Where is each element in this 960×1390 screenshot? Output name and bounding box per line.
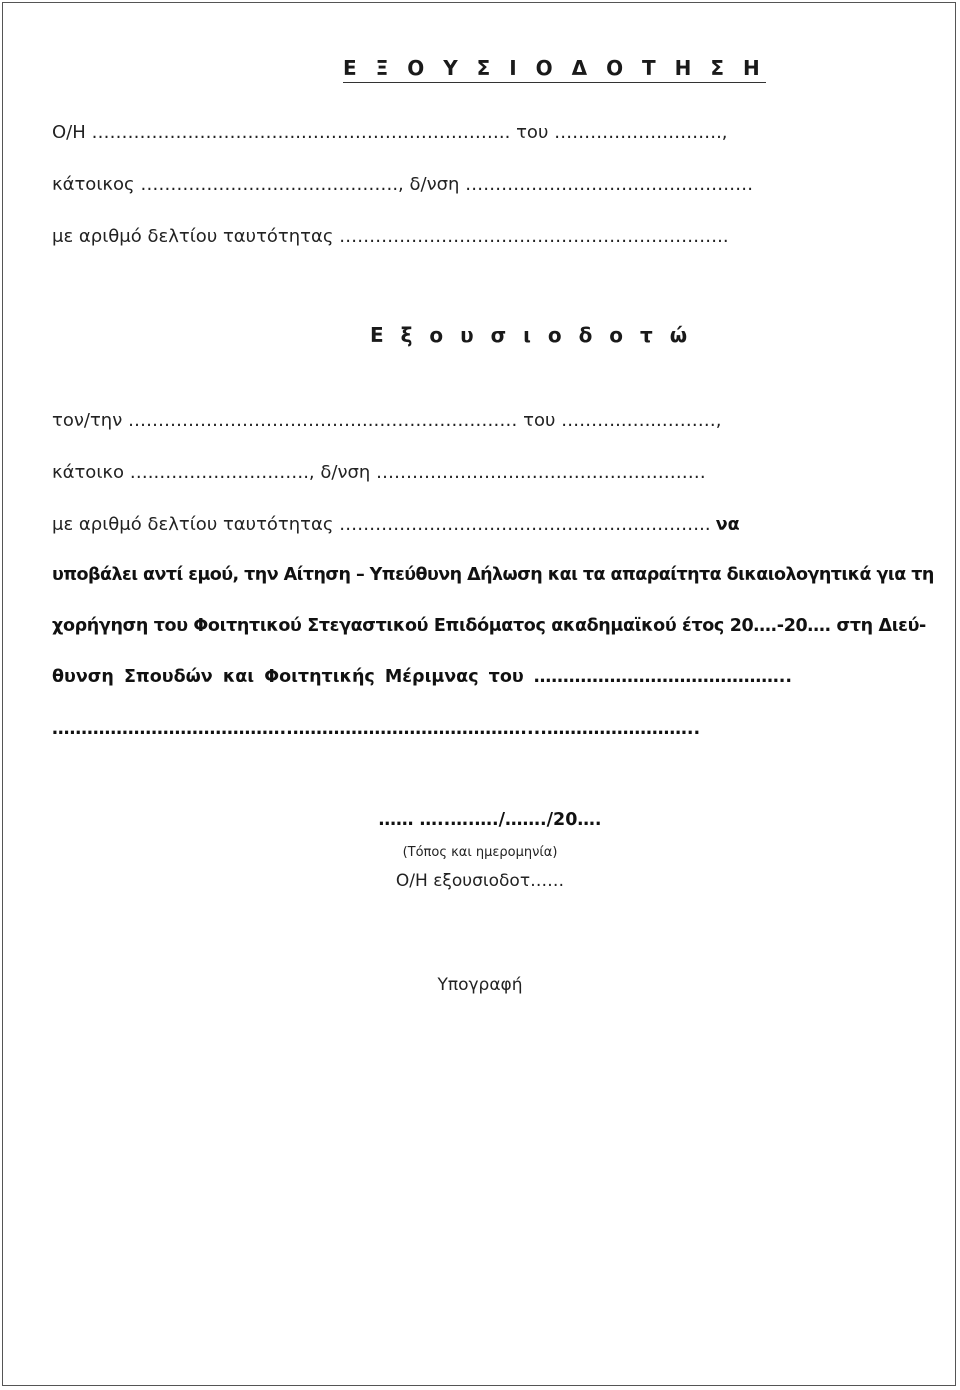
grantor-name-line: Ο/Η ……………………………..…………………………….. του ………………………., <box>52 122 728 143</box>
grantee-id-line <box>52 514 740 535</box>
document-title: Ε Ξ Ο Υ Σ Ι Ο Δ Ο Τ Η Σ Η <box>343 56 766 83</box>
body-line-3: θυνση Σπουδών και Φοιτητικής Μέριμνας του …………………………………….. <box>52 667 793 687</box>
signature-label: Υπογραφή <box>437 975 523 995</box>
grantee-name-line: τον/την …………………………………..…………………… του ………..…...………, <box>52 410 722 431</box>
page-border <box>2 2 956 1386</box>
date-caption: (Τόπος και ημερομηνία) <box>402 845 558 860</box>
body-line-4: …………………………………..…………………………………....…………………….. <box>52 719 701 739</box>
body-line-2: χορήγηση του Φοιτητικού Στεγαστικού Επιδόματος ακαδημαϊκού έτος 20….-20…. στη Διεύ- <box>52 616 926 636</box>
grantor-address-line: κάτοικος ……………………………………., δ/νση ………………………………………… <box>52 174 754 195</box>
grantor-sign-label: Ο/Η εξουσιοδοτ…… <box>395 871 565 891</box>
date-line: …… …..….…./……./20…. <box>378 810 602 830</box>
authorize-heading: Ε ξ ο υ σ ι ο δ ο τ ώ <box>370 323 693 347</box>
grantee-id-na: να <box>715 515 740 535</box>
body-line-1: υποβάλει αντί εμού, την Αίτηση – Υπεύθυνη Δήλωση και τα απαραίτητα δικαιολογητικά για τη <box>52 565 934 585</box>
grantee-id-text: με αριθμό δελτίου ταυτότητας …………………………………………………….. <box>52 514 711 535</box>
grantor-id-line: με αριθμό δελτίου ταυτότητας ……………………………………………………….. <box>52 226 729 247</box>
grantee-address-line: κάτοικο …..……………………., δ/νση …………………….………………………… <box>52 462 706 483</box>
